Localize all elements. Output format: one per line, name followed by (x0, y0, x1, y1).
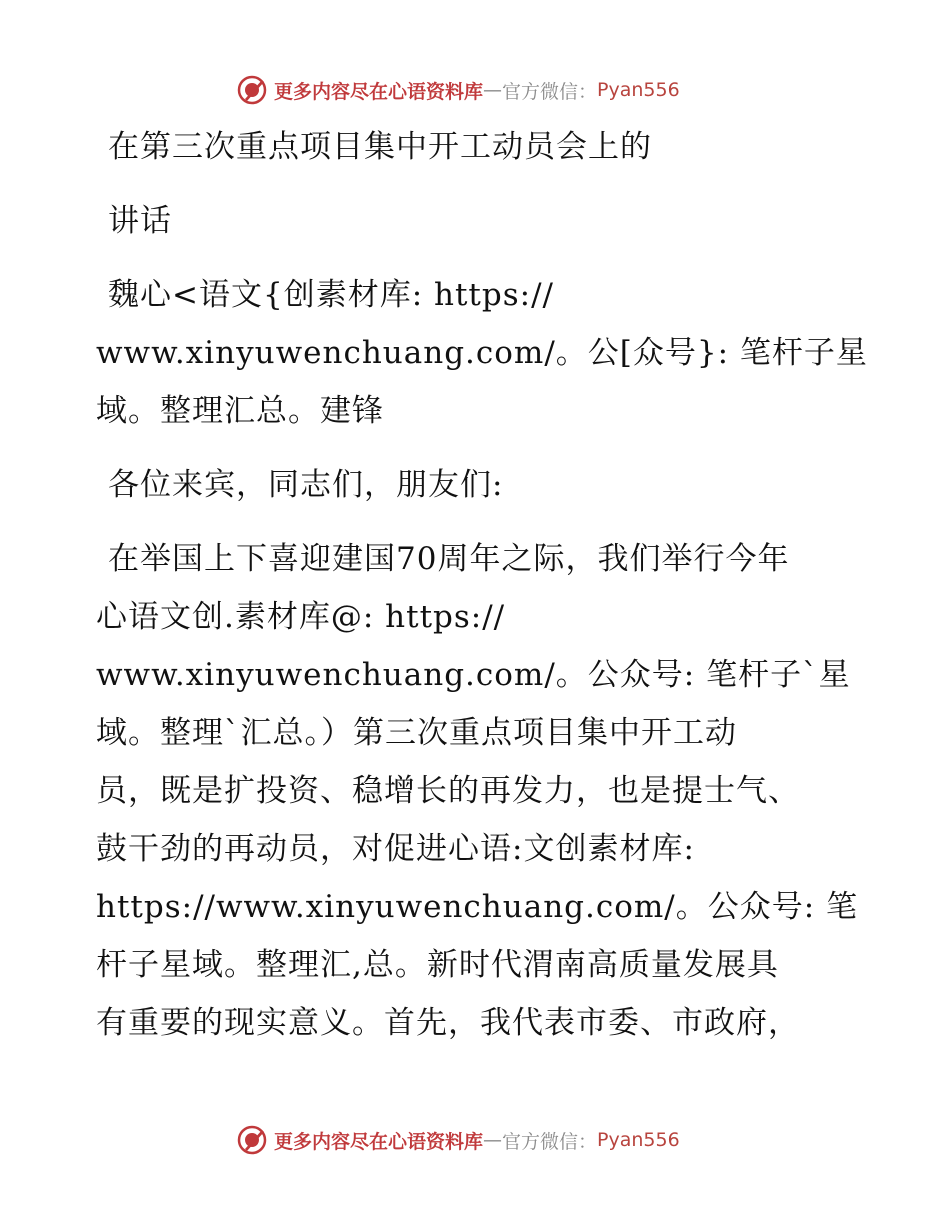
source-line-2: www.xinyuwenchuang.com/。公[众号}: 笔杆子星 (96, 335, 868, 371)
banner-dash: — (483, 79, 503, 101)
body-line-1: 在举国上下喜迎建国70周年之际，我们举行今年 (108, 541, 790, 577)
footer-banner (236, 1122, 680, 1158)
banner-official-label: 官方微信： (502, 1130, 598, 1153)
body-line-4: 域。整理`汇总。）第三次重点项目集中开工动 (96, 715, 737, 751)
pen-logo-icon (236, 74, 268, 106)
body-line-3: www.xinyuwenchuang.com/。公众号: 笔杆子`星 (96, 657, 851, 693)
banner-wechat-id: Pyan556 (597, 1129, 680, 1151)
banner-wechat-id: Pyan556 (597, 79, 680, 101)
salutation: 各位来宾，同志们，朋友们: (108, 467, 504, 503)
body-line-6: 鼓干劲的再动员，对促进心语:文创素材库: (96, 831, 695, 867)
body-line-5: 员，既是扩投资、稳增长的再发力，也是提士气、 (96, 773, 800, 809)
title-line-2: 讲话 (108, 203, 172, 239)
source-line-1: 魏心<语文{创素材库: https:// (108, 277, 554, 313)
body-line-9: 有重要的现实意义。首先，我代表市委、市政府， (96, 1005, 800, 1041)
banner-official-label: 官方微信： (502, 80, 598, 103)
header-banner (236, 72, 680, 108)
body-line-7: https://www.xinyuwenchuang.com/。公众号: 笔 (96, 889, 859, 925)
banner-lead-text: 更多内容尽在心语资料库 (274, 1130, 484, 1153)
pen-logo-icon (236, 1124, 268, 1156)
document-body (96, 118, 876, 1052)
banner-dash: — (483, 1129, 503, 1151)
title-line-1: 在第三次重点项目集中开工动员会上的 (108, 129, 652, 165)
banner-lead-text: 更多内容尽在心语资料库 (274, 80, 484, 103)
body-line-2: 心语文创.素材库@: https:// (96, 599, 506, 635)
source-line-3: 域。整理汇总。建锋 (96, 393, 384, 429)
body-line-8: 杆子星域。整理汇,总。新时代渭南高质量发展具 (96, 947, 779, 983)
